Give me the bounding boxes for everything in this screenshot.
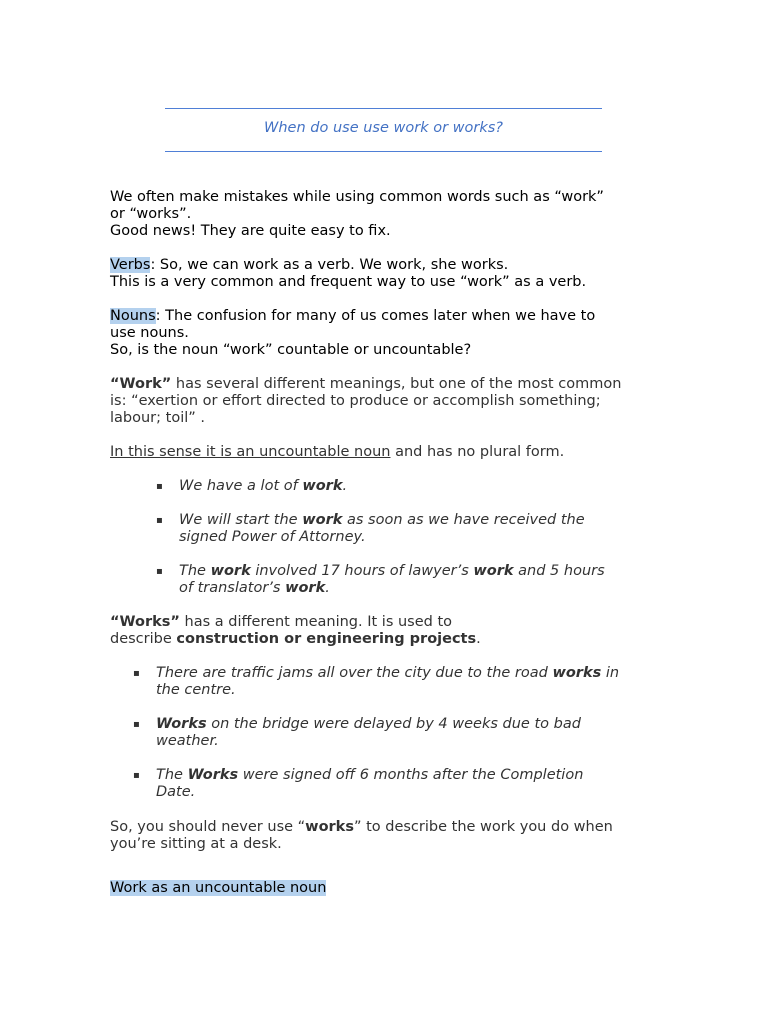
conclusion-paragraph [110,819,670,853]
bullet-marker: ▪ [133,719,140,730]
section-heading [110,880,670,897]
work-example-1 [179,478,679,495]
list-item: The work involved 17 hours of lawyer’s work and 5 hours [179,563,605,579]
work-term: “Work” [110,376,172,392]
bullet-marker: ▪ [156,481,163,492]
conclusion-line-1: So, you should never use “works” to describe the work you do when [110,819,613,835]
list-item: There are traffic jams all over the city due to the road works in [156,665,620,681]
nouns-line-2: use nouns. [110,325,189,341]
uncountable-paragraph [110,444,670,461]
works-example-1 [156,665,656,699]
work-example-3 [179,563,679,597]
title-box [165,108,602,152]
list-item-continuation: the centre. [156,682,236,698]
nouns-label: Nouns [110,308,156,324]
works-term: “Works” [110,614,180,630]
work-def-line-1 [110,376,670,393]
intro-line-3: Good news! They are quite easy to fix. [110,223,391,239]
works-definition [110,614,670,648]
list-item-continuation: of translator’s work. [179,580,330,596]
list-item-continuation: Date. [156,784,196,800]
list-item: Works on the bridge were delayed by 4 weeks due to bad [156,716,581,732]
verbs-text: : So, we can work as a verb. We work, she works. [150,257,509,273]
works-example-2 [156,716,656,750]
nouns-text: : The confusion for many of us comes later when we have to [155,308,596,324]
uncountable-rest: and has no plural form. [390,444,565,460]
work-example-2 [179,512,679,546]
list-item: The Works were signed off 6 months after the Completion [156,767,584,783]
intro-line-2: or “works”. [110,206,192,222]
works-def-text: has a different meaning. It is used to [179,614,453,630]
list-item-continuation: weather. [156,733,219,749]
verbs-label: Verbs [110,257,151,273]
conclusion-line-2: you’re sitting at a desk. [110,836,282,852]
works-def-line-2: describe construction or engineering projects. [110,631,481,647]
bullet-marker: ▪ [133,770,140,781]
work-def-text: has several different meanings, but one of the most common [171,376,622,392]
verbs-paragraph [110,257,670,291]
nouns-line-1 [110,308,670,325]
section-heading-text: Work as an uncountable noun [110,880,327,896]
work-definition [110,376,670,427]
works-example-3 [156,767,656,801]
uncountable-underlined: In this sense it is an uncountable noun [110,444,391,460]
nouns-paragraph [110,308,670,359]
bullet-marker: ▪ [156,566,163,577]
work-def-line-3: labour; toil” . [110,410,205,426]
work-def-line-2: is: “exertion or effort directed to produce or accomplish something; [110,393,601,409]
list-item-continuation: signed Power of Attorney. [179,529,366,545]
verbs-line-1 [110,257,670,274]
bullet-marker: ▪ [156,515,163,526]
list-item: We have a lot of work. [179,478,348,494]
list-item: We will start the work as soon as we have received the [179,512,585,528]
intro-line-1: We often make mistakes while using common words such as “work” [110,189,604,205]
page-title: When do use use work or works? [264,120,503,136]
verbs-line-2: This is a very common and frequent way to use “work” as a verb. [110,274,587,290]
bullet-marker: ▪ [133,668,140,679]
nouns-line-3: So, is the noun “work” countable or uncountable? [110,342,472,358]
works-def-line-1 [110,614,670,631]
intro-paragraph [110,189,670,240]
